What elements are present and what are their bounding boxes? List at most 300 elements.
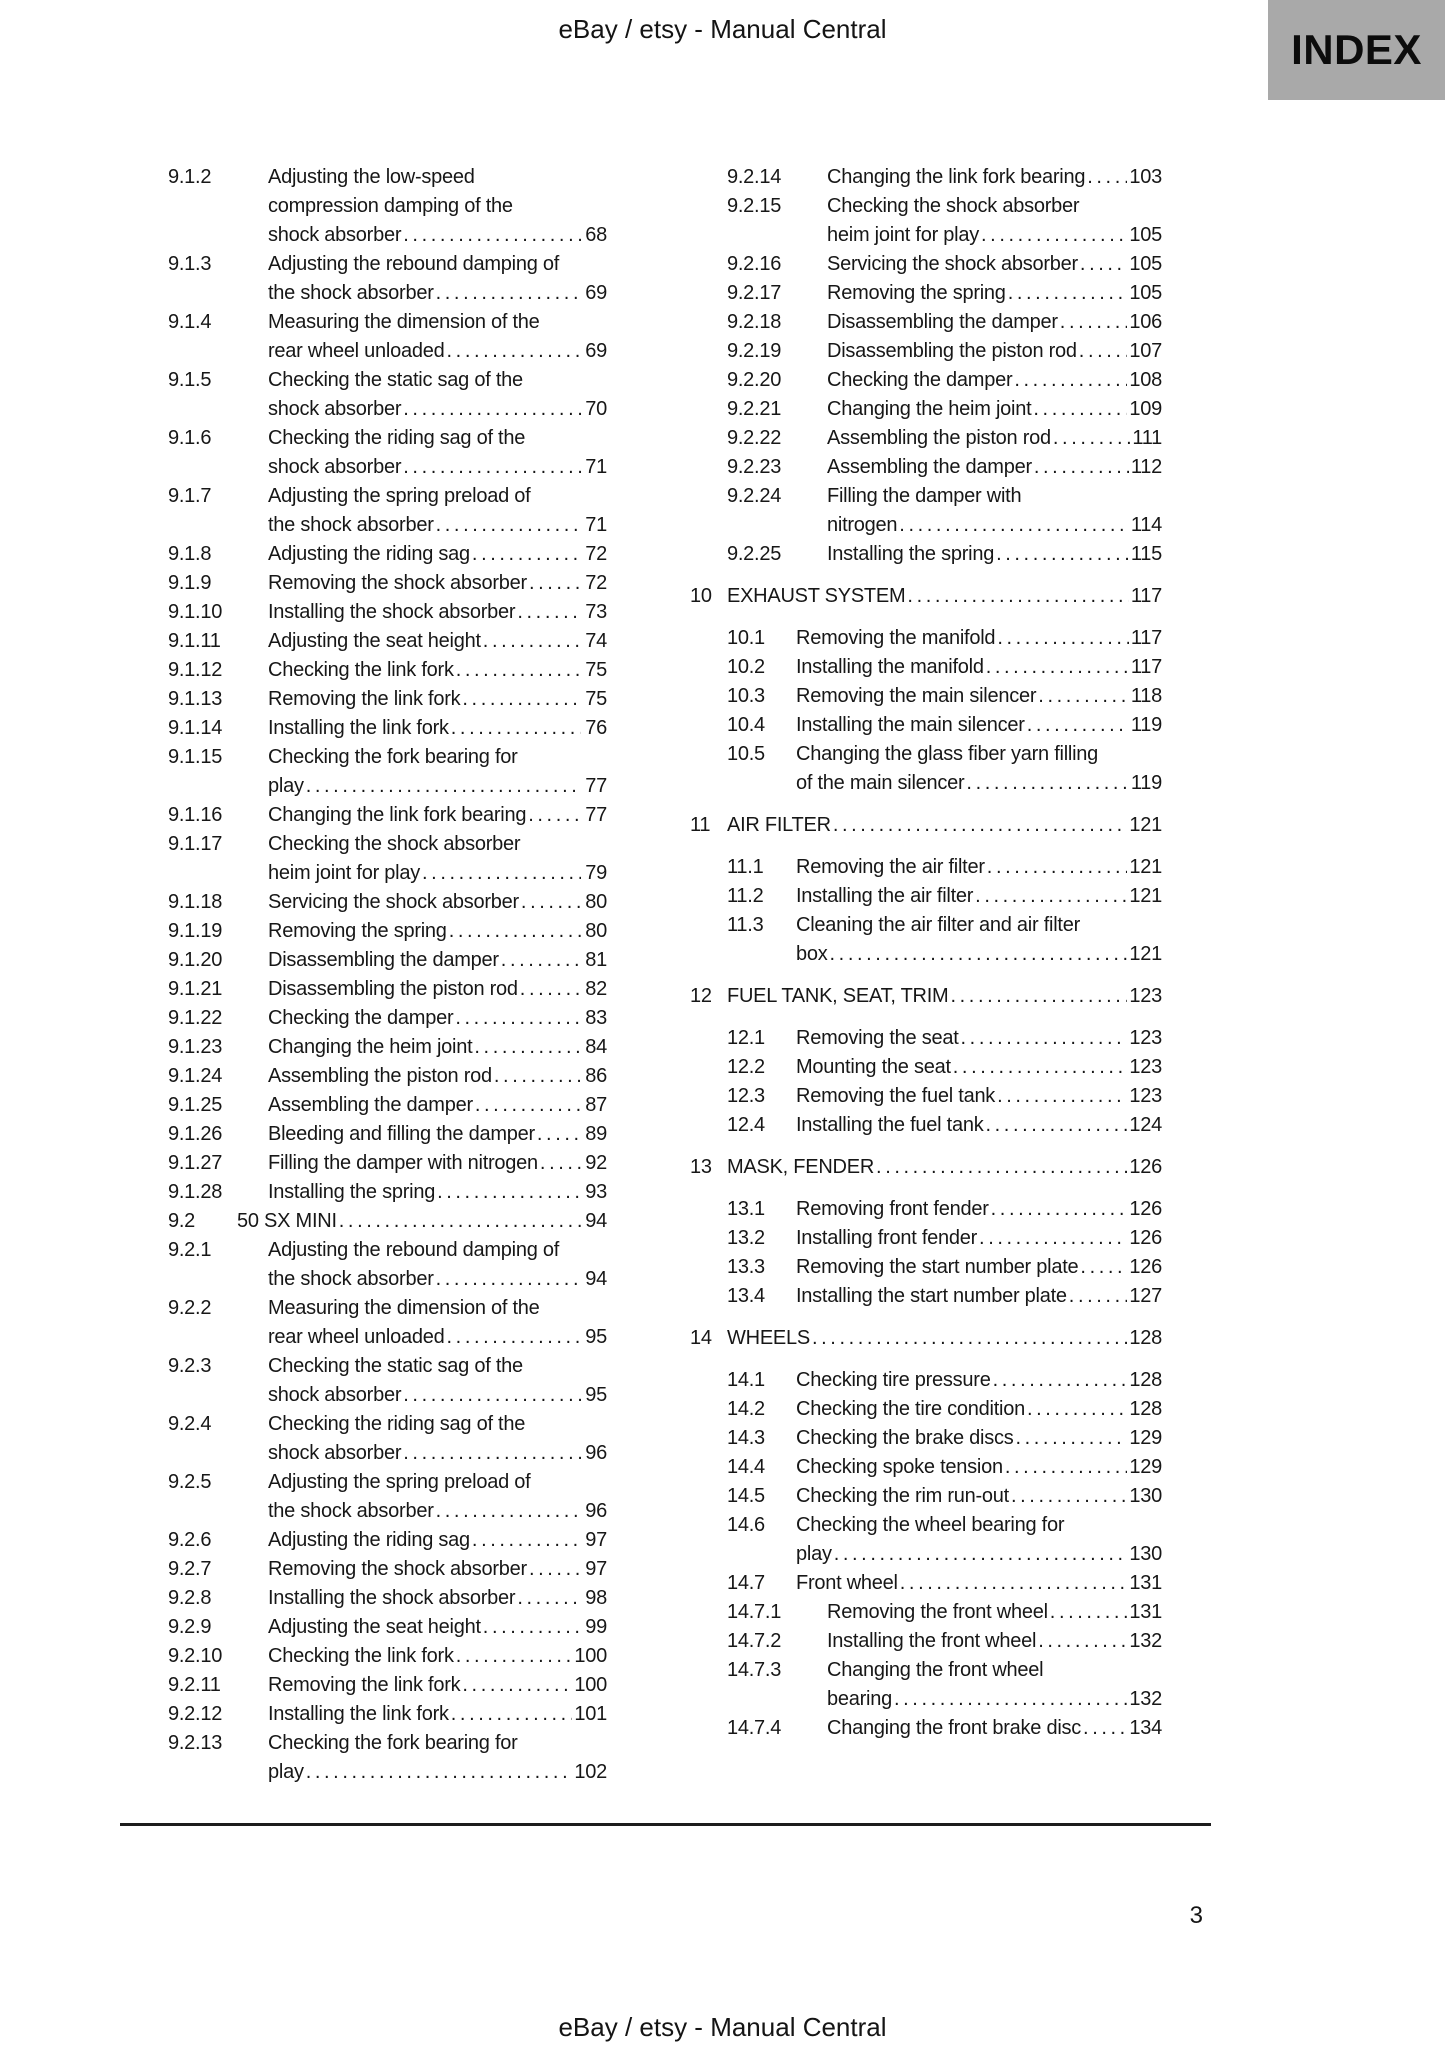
toc-entry-number: 9.2.24	[727, 485, 782, 507]
toc-title-text: play	[796, 1543, 832, 1565]
toc-title-line: Adjusting the spring preload of	[268, 1471, 531, 1493]
toc-entry-page: 72	[585, 572, 607, 594]
toc-entry-page: 107	[1129, 340, 1162, 362]
toc-entry-row	[131, 163, 607, 250]
toc-entry-row	[690, 624, 1162, 653]
toc-entry-number: 9.1.14	[168, 717, 223, 739]
toc-title-line	[268, 1642, 607, 1671]
toc-title-line	[268, 917, 607, 946]
dot-leader	[1015, 1424, 1127, 1453]
toc-title-text: Filling the damper with nitrogen	[268, 1152, 538, 1174]
toc-entry-row	[131, 685, 607, 714]
toc-entry-number: 9.2.4	[168, 1413, 212, 1435]
dot-leader	[987, 853, 1128, 882]
toc-entry-number: 9.1.19	[168, 920, 223, 942]
toc-title-line	[727, 811, 1162, 840]
toc-entry-page: 89	[585, 1123, 607, 1145]
dot-leader	[1069, 1282, 1128, 1311]
toc-entry-page: 103	[1129, 166, 1162, 188]
toc-entry-page: 86	[585, 1065, 607, 1087]
toc-entry-page: 121	[1129, 943, 1162, 965]
toc-entry-page: 69	[585, 282, 607, 304]
toc-entry-row	[131, 1352, 607, 1410]
toc-entry-row	[131, 1700, 607, 1729]
dot-leader	[437, 1178, 581, 1207]
toc-entry-title	[827, 1598, 1162, 1627]
toc-entry-row	[690, 1714, 1162, 1743]
toc-entry-number: 9.1.17	[168, 833, 223, 855]
toc-title-line	[827, 453, 1162, 482]
toc-entry-number: 9.2.11	[168, 1674, 221, 1696]
toc-entry-title	[268, 482, 607, 540]
toc-entry-page: 71	[585, 456, 607, 478]
toc-title-text: Removing the link fork	[268, 688, 461, 710]
toc-entry-page: 129	[1129, 1456, 1162, 1478]
toc-title-text: Changing the front brake disc	[827, 1717, 1082, 1739]
toc-entry-page: 93	[585, 1181, 607, 1203]
dot-leader	[979, 1224, 1127, 1253]
dot-leader	[447, 337, 582, 366]
toc-title-text: Installing the spring	[268, 1181, 436, 1203]
toc-title-line	[796, 1282, 1162, 1311]
toc-entry-title	[827, 1656, 1162, 1714]
toc-title-text: Assembling the piston rod	[268, 1065, 492, 1087]
dot-leader	[403, 1381, 581, 1410]
toc-entry-row	[690, 1453, 1162, 1482]
toc-entry-title	[268, 1091, 607, 1120]
toc-entry-row	[131, 1729, 607, 1787]
toc-entry-row	[131, 1149, 607, 1178]
toc-title-line	[827, 424, 1162, 453]
toc-title-line	[268, 540, 607, 569]
toc-title-text: Adjusting the riding sag	[268, 543, 470, 565]
toc-entry-number: 14	[690, 1327, 712, 1349]
toc-entry-title	[827, 424, 1162, 453]
toc-title-text: Removing the air filter	[796, 856, 985, 878]
toc-entry-page: 74	[585, 630, 607, 652]
toc-entry-title	[268, 1120, 607, 1149]
toc-entry-row	[690, 453, 1162, 482]
toc-title-text: Installing the air filter	[796, 885, 974, 907]
toc-title-line	[268, 453, 607, 482]
toc-title-line	[827, 250, 1162, 279]
dot-leader	[529, 569, 581, 598]
toc-entry-row	[131, 946, 607, 975]
dot-leader	[1080, 250, 1127, 279]
toc-title-line: Adjusting the spring preload of	[268, 485, 531, 507]
toc-entry-number: 10.1	[727, 627, 765, 649]
dot-leader	[472, 540, 581, 569]
page-number: 3	[1189, 1902, 1203, 1929]
toc-title-line	[827, 337, 1162, 366]
toc-title-text: Changing the link fork bearing	[268, 804, 527, 826]
toc-chapter-row	[690, 1324, 1162, 1353]
dot-leader	[447, 1323, 582, 1352]
toc-entry-number: 14.7	[727, 1572, 765, 1594]
toc-entry-title	[268, 830, 607, 888]
toc-entry-title	[268, 1468, 607, 1526]
toc-entry-number: 9.1.9	[168, 572, 212, 594]
toc-title-line: Filling the damper with	[827, 485, 1022, 507]
toc-entry-row	[690, 1569, 1162, 1598]
toc-entry-page: 128	[1129, 1327, 1162, 1349]
toc-entry-title	[268, 801, 607, 830]
toc-entry-page: 114	[1130, 514, 1162, 536]
toc-title-line	[268, 1613, 607, 1642]
toc-entry-title	[268, 656, 607, 685]
toc-entry-title	[727, 582, 1162, 611]
toc-entry-row	[690, 1195, 1162, 1224]
dot-leader	[455, 1004, 581, 1033]
toc-title-text: Front wheel	[796, 1572, 898, 1594]
toc-entry-title	[796, 1424, 1162, 1453]
toc-entry-row	[131, 1207, 607, 1236]
dot-leader	[436, 1265, 581, 1294]
toc-entry-number: 9.1.16	[168, 804, 223, 826]
toc-title-line	[268, 801, 607, 830]
toc-entry-page: 97	[585, 1529, 607, 1551]
toc-entry-page: 126	[1129, 1156, 1162, 1178]
toc-entry-page: 94	[585, 1268, 607, 1290]
toc-title-text: FUEL TANK, SEAT, TRIM	[727, 985, 949, 1007]
dot-leader	[812, 1324, 1127, 1353]
toc-title-line	[796, 1082, 1162, 1111]
toc-entry-title	[268, 569, 607, 598]
toc-entry-page: 71	[585, 514, 607, 536]
toc-title-line: Checking the shock absorber	[827, 195, 1080, 217]
dot-leader	[456, 1642, 573, 1671]
dot-leader	[1014, 366, 1127, 395]
toc-entry-number: 13.2	[727, 1227, 765, 1249]
toc-entry-page: 75	[585, 659, 607, 681]
toc-entry-title	[796, 1253, 1162, 1282]
toc-entry-row	[131, 830, 607, 888]
toc-entry-title	[268, 1004, 607, 1033]
toc-entry-page: 81	[585, 949, 607, 971]
toc-title-text: Removing the fuel tank	[796, 1085, 996, 1107]
toc-entry-page: 119	[1130, 714, 1162, 736]
toc-entry-row	[690, 192, 1162, 250]
toc-entry-title	[268, 1294, 607, 1352]
toc-entry-row	[690, 882, 1162, 911]
toc-title-text: rear wheel unloaded	[268, 1326, 445, 1348]
toc-title-line	[796, 1453, 1162, 1482]
toc-entry-title	[268, 714, 607, 743]
toc-title-line: Changing the glass fiber yarn filling	[796, 743, 1099, 765]
toc-title-line	[796, 1053, 1162, 1082]
toc-entry-number: 9.2.14	[727, 166, 782, 188]
toc-chapter-row	[690, 982, 1162, 1011]
toc-entry-number: 9.2.6	[168, 1529, 212, 1551]
toc-entry-page: 70	[585, 398, 607, 420]
dot-leader	[436, 1497, 581, 1526]
toc-entry-page: 95	[585, 1326, 607, 1348]
toc-entry-row	[131, 424, 607, 482]
toc-entry-title	[727, 1324, 1162, 1353]
dot-leader	[1038, 1627, 1127, 1656]
toc-entry-page: 117	[1130, 656, 1162, 678]
toc-entry-number: 9.1.8	[168, 543, 212, 565]
toc-title-line	[268, 1700, 607, 1729]
toc-title-line: Checking the fork bearing for	[268, 1732, 518, 1754]
dot-leader	[975, 882, 1127, 911]
toc-entry-page: 77	[585, 775, 607, 797]
toc-entry-row	[131, 975, 607, 1004]
toc-entry-row	[131, 1613, 607, 1642]
dot-leader	[1050, 1598, 1128, 1627]
toc-entry-page: 123	[1129, 1085, 1162, 1107]
toc-entry-title	[268, 1236, 607, 1294]
toc-entry-page: 102	[574, 1761, 607, 1783]
toc-title-text: Installing the spring	[827, 543, 995, 565]
toc-title-line	[268, 1004, 607, 1033]
dot-leader	[1038, 682, 1129, 711]
toc-entry-number: 14.3	[727, 1427, 765, 1449]
toc-entry-title	[268, 1584, 607, 1613]
toc-title-text: the shock absorber	[268, 282, 434, 304]
header-title: eBay / etsy - Manual Central	[558, 14, 887, 44]
toc-entry-title	[827, 337, 1162, 366]
toc-title-line: Checking the static sag of the	[268, 369, 523, 391]
toc-entry-number: 9.1.15	[168, 746, 223, 768]
toc-title-line	[268, 1323, 607, 1352]
toc-entry-number: 9.1.22	[168, 1007, 223, 1029]
toc-entry-number: 14.5	[727, 1485, 765, 1507]
dot-leader	[997, 624, 1129, 653]
toc-entry-title	[268, 1671, 607, 1700]
toc-entry-row	[131, 482, 607, 540]
toc-column-left	[131, 163, 607, 1787]
toc-title-line	[796, 853, 1162, 882]
footer-divider	[120, 1823, 1211, 1826]
toc-entry-page: 100	[574, 1674, 607, 1696]
toc-entry-row	[131, 917, 607, 946]
toc-entry-row	[131, 1062, 607, 1091]
toc-entry-page: 101	[574, 1703, 607, 1725]
toc-chapter-row	[690, 582, 1162, 611]
toc-title-text: Removing the front wheel	[827, 1601, 1048, 1623]
toc-entry-number: 11.1	[727, 856, 764, 878]
toc-entry-title	[268, 540, 607, 569]
toc-entry-number: 14.7.1	[727, 1601, 782, 1623]
toc-entry-page: 79	[585, 862, 607, 884]
toc-title-line	[827, 163, 1162, 192]
toc-entry-title	[727, 1153, 1162, 1182]
toc-entry-number: 10.5	[727, 743, 765, 765]
toc-title-line	[268, 569, 607, 598]
toc-title-line: Checking the riding sag of the	[268, 1413, 526, 1435]
toc-title-text: Removing front fender	[796, 1198, 989, 1220]
toc-entry-number: 9.1.25	[168, 1094, 223, 1116]
toc-entry-page: 99	[585, 1616, 607, 1638]
toc-chapter-row	[690, 1153, 1162, 1182]
toc-entry-row	[690, 1656, 1162, 1714]
toc-title-text: Installing the front wheel	[827, 1630, 1037, 1652]
toc-title-text: 50 SX MINI	[237, 1210, 337, 1232]
toc-entry-title	[268, 917, 607, 946]
toc-title-line	[827, 1714, 1162, 1743]
toc-entry-title	[827, 279, 1162, 308]
toc-title-line	[268, 1033, 607, 1062]
toc-entry-number: 9.2.10	[168, 1645, 223, 1667]
toc-entry-number: 14.7.4	[727, 1717, 782, 1739]
dot-leader	[403, 1439, 581, 1468]
toc-title-line	[796, 711, 1162, 740]
toc-title-text: EXHAUST SYSTEM	[727, 585, 906, 607]
toc-title-text: shock absorber	[268, 1442, 402, 1464]
toc-title-text: Checking tire pressure	[796, 1369, 991, 1391]
toc-entry-title	[796, 1511, 1162, 1569]
toc-entry-row	[690, 711, 1162, 740]
toc-entry-page: 121	[1129, 856, 1162, 878]
toc-title-text: Installing the main silencer	[796, 714, 1025, 736]
toc-entry-title	[268, 1178, 607, 1207]
toc-entry-number: 11.3	[727, 914, 764, 936]
toc-title-text: Adjusting the seat height	[268, 630, 481, 652]
dot-leader	[1079, 337, 1128, 366]
toc-title-line	[268, 337, 607, 366]
toc-entry-number: 9.2.21	[727, 398, 782, 420]
toc-title-line	[268, 1584, 607, 1613]
toc-entry-title	[796, 1482, 1162, 1511]
toc-entry-page: 130	[1129, 1543, 1162, 1565]
dot-leader	[834, 1540, 1128, 1569]
toc-title-line: Measuring the dimension of the	[268, 1297, 540, 1319]
toc-entry-page: 128	[1129, 1398, 1162, 1420]
dot-leader	[1033, 395, 1127, 424]
toc-title-line	[727, 1324, 1162, 1353]
toc-entry-title	[268, 1410, 607, 1468]
toc-entry-title	[268, 1149, 607, 1178]
toc-entry-title	[268, 424, 607, 482]
toc-title-line: Measuring the dimension of the	[268, 311, 540, 333]
toc-entry-number: 9.1.11	[168, 630, 221, 652]
toc-entry-title	[827, 250, 1162, 279]
dot-leader	[1053, 424, 1130, 453]
toc-entry-number: 14.6	[727, 1514, 765, 1536]
toc-entry-number: 11	[690, 814, 711, 836]
toc-title-text: Bleeding and filling the damper	[268, 1123, 535, 1145]
toc-title-text: Checking the brake discs	[796, 1427, 1014, 1449]
toc-entry-row	[131, 1236, 607, 1294]
toc-title-line	[796, 1253, 1162, 1282]
toc-entry-page: 77	[585, 804, 607, 826]
toc-title-text: nitrogen	[827, 514, 898, 536]
toc-entry-row	[690, 540, 1162, 569]
toc-title-text: shock absorber	[268, 398, 402, 420]
toc-entry-row	[690, 482, 1162, 540]
toc-title-line	[796, 769, 1162, 798]
toc-entry-title	[268, 975, 607, 1004]
dot-leader	[833, 811, 1128, 840]
toc-title-line	[827, 221, 1162, 250]
dot-leader	[1087, 163, 1127, 192]
toc-entry-title	[268, 1526, 607, 1555]
toc-title-line	[268, 888, 607, 917]
toc-entry-row	[131, 598, 607, 627]
toc-title-line	[268, 279, 607, 308]
toc-title-line	[268, 1381, 607, 1410]
toc-title-line	[827, 279, 1162, 308]
toc-entry-number: 9.1.24	[168, 1065, 223, 1087]
dot-leader	[907, 582, 1128, 611]
toc-title-line	[827, 511, 1162, 540]
toc-title-text: Disassembling the damper	[268, 949, 499, 971]
toc-entry-row	[131, 1468, 607, 1526]
toc-entry-title	[827, 453, 1162, 482]
toc-entry-page: 117	[1130, 585, 1162, 607]
toc-entry-page: 118	[1130, 685, 1162, 707]
toc-entry-title	[796, 1366, 1162, 1395]
toc-entry-page: 87	[585, 1094, 607, 1116]
toc-title-line	[268, 627, 607, 656]
toc-entry-page: 76	[585, 717, 607, 739]
dot-leader	[483, 1613, 581, 1642]
toc-title-line: Adjusting the rebound damping of	[268, 253, 560, 275]
toc-title-text: Installing the manifold	[796, 656, 984, 678]
toc-title-line	[268, 1758, 607, 1787]
toc-entry-number: 9.2.17	[727, 282, 782, 304]
toc-entry-row	[690, 653, 1162, 682]
toc-title-text: the shock absorber	[268, 514, 434, 536]
toc-title-text: play	[268, 775, 304, 797]
toc-title-line	[268, 1149, 607, 1178]
toc-entry-number: 9.1.23	[168, 1036, 223, 1058]
toc-entry-page: 69	[585, 340, 607, 362]
dot-leader	[422, 859, 581, 888]
dot-leader	[403, 453, 581, 482]
dot-leader	[472, 1526, 581, 1555]
toc-entry-number: 9.1.20	[168, 949, 223, 971]
toc-entry-title	[268, 366, 607, 424]
toc-entry-title	[796, 1282, 1162, 1311]
toc-title-line	[268, 1555, 607, 1584]
toc-title-text: Removing the seat	[796, 1027, 959, 1049]
toc-entry-page: 98	[585, 1587, 607, 1609]
dot-leader	[474, 1033, 581, 1062]
toc-entry-page: 80	[585, 891, 607, 913]
toc-title-text: Removing the shock absorber	[268, 1558, 527, 1580]
toc-entry-page: 117	[1130, 627, 1162, 649]
toc-title-line	[268, 1091, 607, 1120]
toc-title-text: Removing the start number plate	[796, 1256, 1079, 1278]
toc-entry-page: 75	[585, 688, 607, 710]
toc-entry-page: 96	[585, 1500, 607, 1522]
toc-title-line	[268, 975, 607, 1004]
toc-entry-number: 9.1.10	[168, 601, 223, 623]
toc-entry-page: 126	[1129, 1256, 1162, 1278]
toc-entry-page: 126	[1129, 1227, 1162, 1249]
toc-title-line	[268, 1120, 607, 1149]
toc-title-text: Servicing the shock absorber	[827, 253, 1078, 275]
toc-entry-title	[268, 685, 607, 714]
toc-title-line	[796, 653, 1162, 682]
dot-leader	[899, 511, 1129, 540]
toc-entry-row	[690, 366, 1162, 395]
toc-title-line	[796, 1195, 1162, 1224]
toc-entry-row	[690, 1366, 1162, 1395]
toc-title-line	[268, 859, 607, 888]
toc-entry-page: 124	[1129, 1114, 1162, 1136]
toc-title-line	[827, 1598, 1162, 1627]
toc-entry-page: 94	[585, 1210, 607, 1232]
toc-title-text: Installing front fender	[796, 1227, 978, 1249]
toc-title-text: shock absorber	[268, 224, 402, 246]
toc-title-text: Assembling the piston rod	[827, 427, 1051, 449]
toc-title-line	[268, 772, 607, 801]
toc-title-text: Disassembling the piston rod	[827, 340, 1077, 362]
toc-entry-number: 9.2.22	[727, 427, 782, 449]
